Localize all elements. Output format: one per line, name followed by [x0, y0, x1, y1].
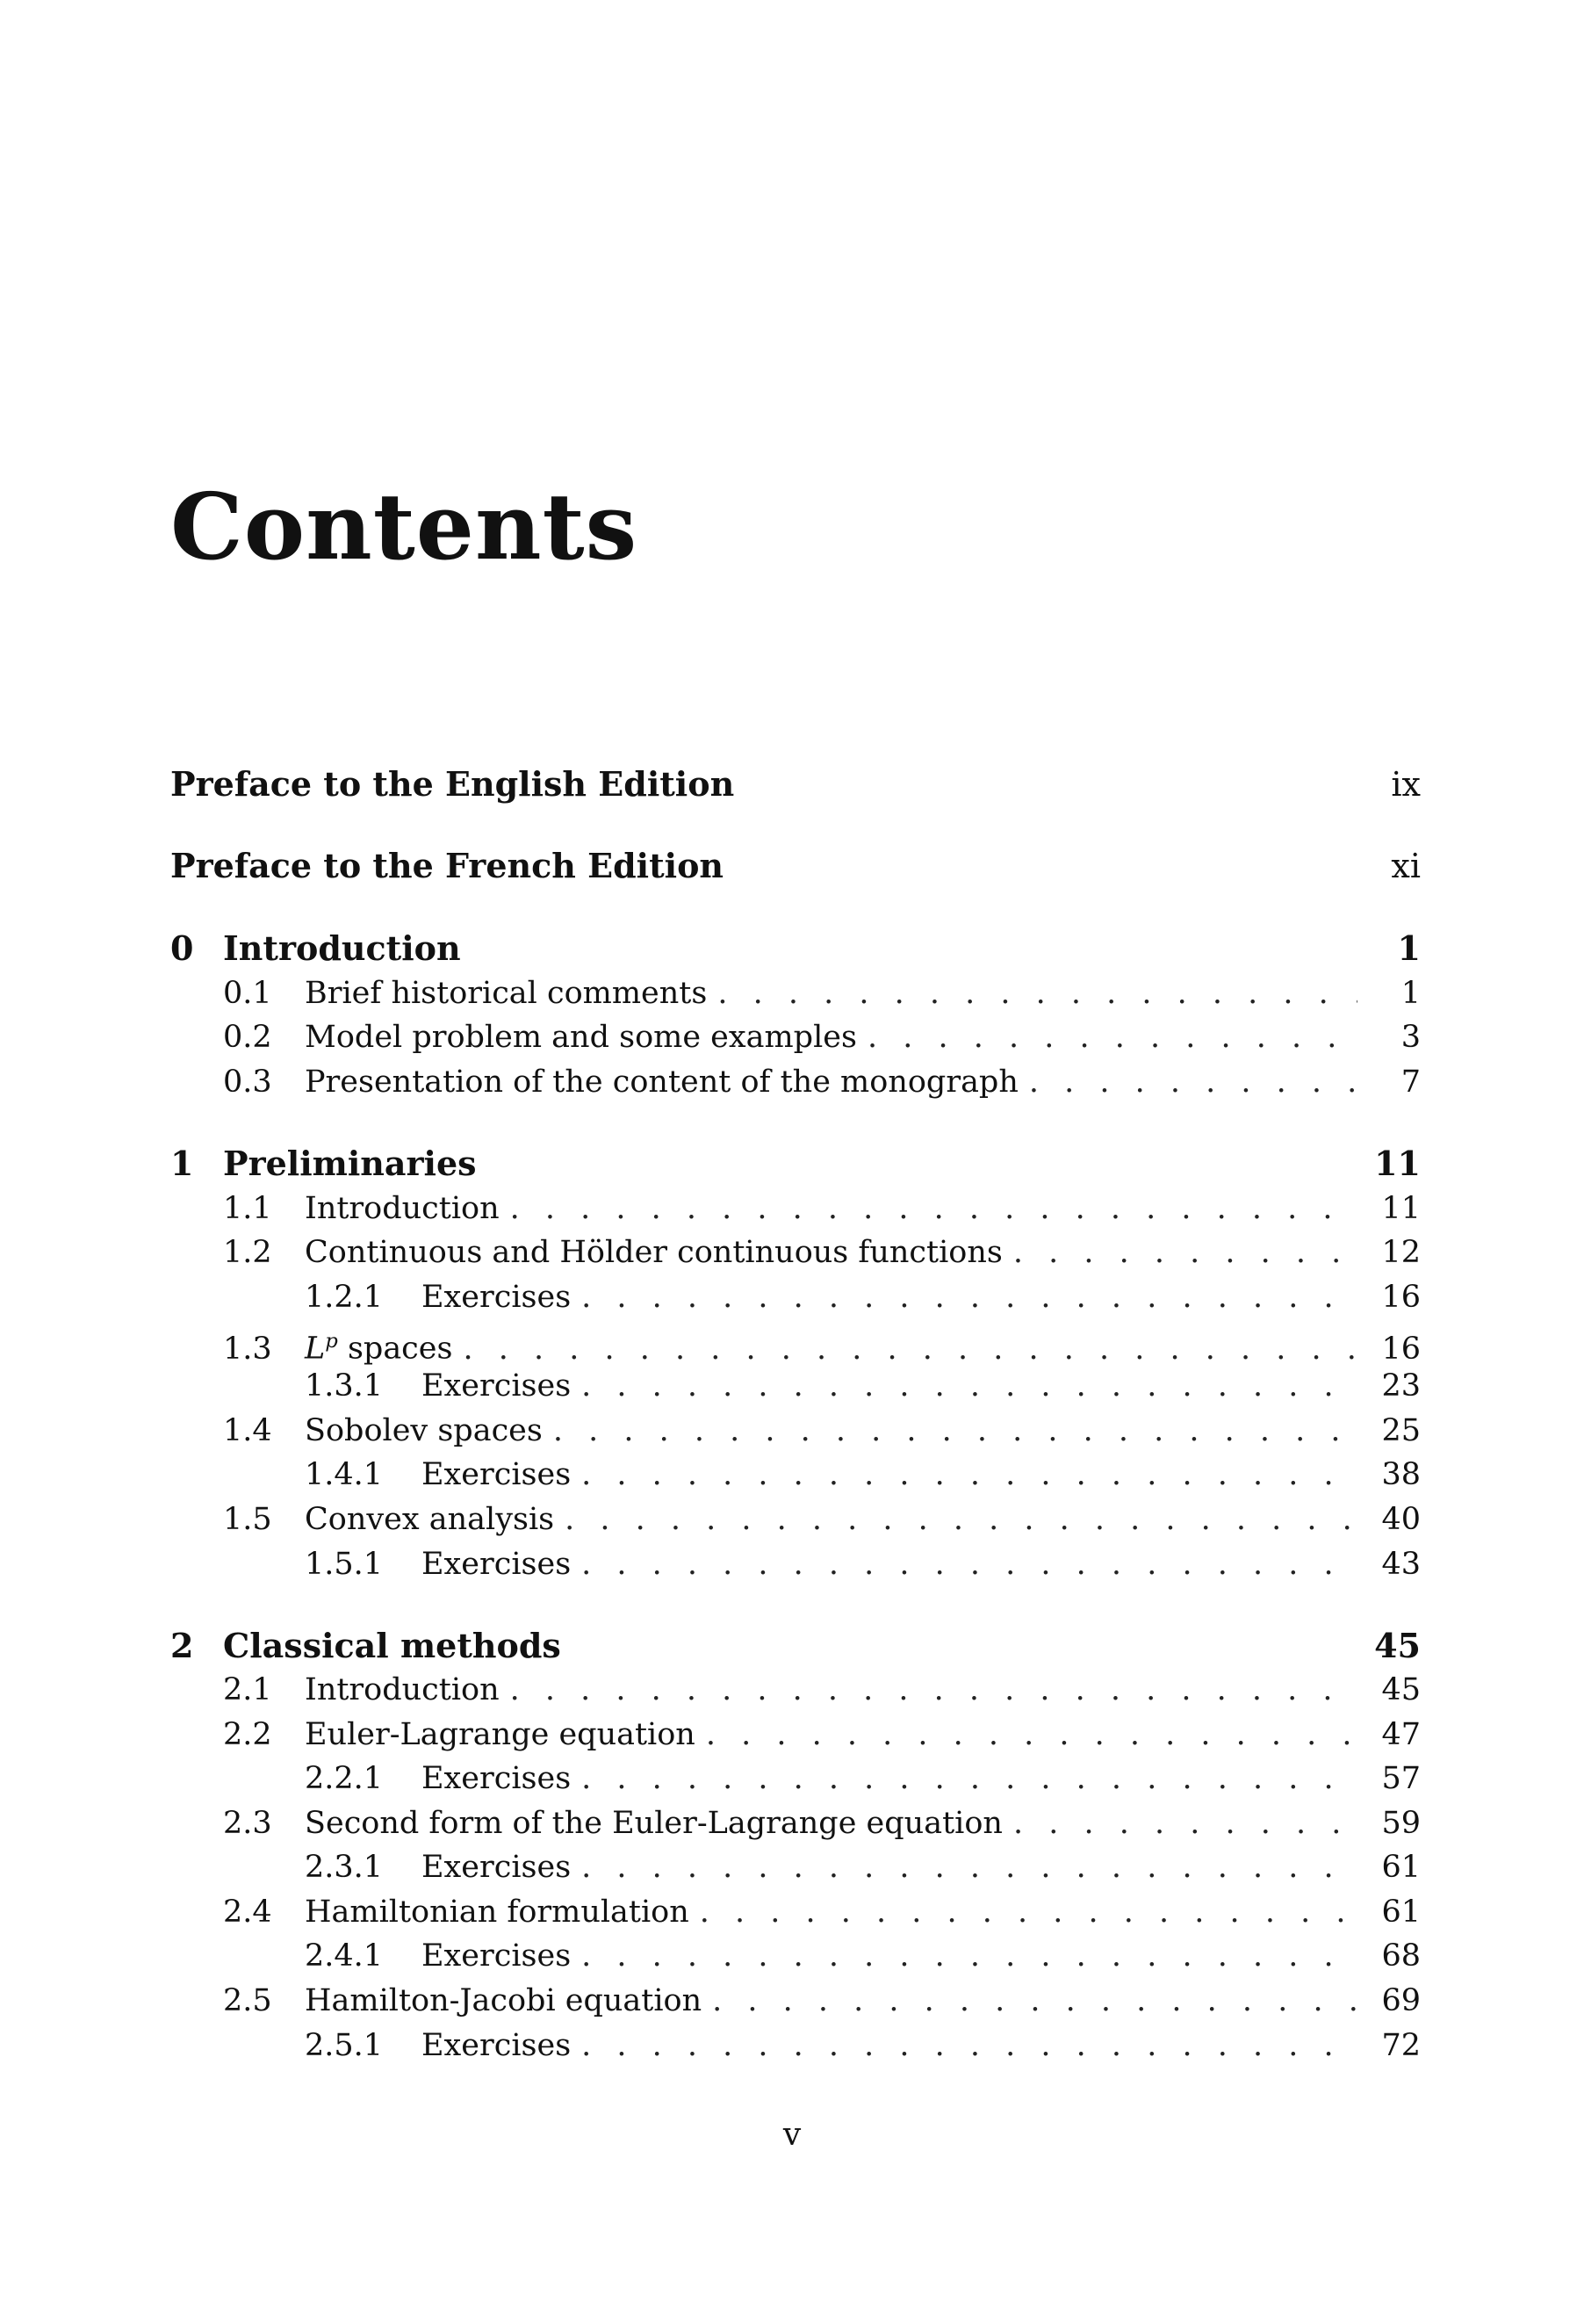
section-title: Model problem and some examples — [305, 1020, 857, 1055]
subsection-title: Exercises — [421, 1457, 572, 1492]
toc-page-number: 12 — [1381, 1235, 1421, 1270]
toc-section-2-4[interactable] — [170, 1890, 1421, 1934]
toc-page-number: 40 — [1381, 1502, 1421, 1537]
section-title: Introduction — [305, 1191, 500, 1226]
section-title: Brief historical comments — [305, 976, 708, 1011]
subsection-title: Exercises — [421, 1280, 572, 1315]
subsection-title: Exercises — [421, 1547, 572, 1582]
toc-section-0-1[interactable] — [170, 971, 1421, 1015]
math-L: L — [305, 1331, 326, 1367]
toc-subsection-2-3-1[interactable] — [170, 1845, 1421, 1889]
subsection-number: 1.5.1 — [305, 1547, 384, 1582]
subsection-number: 1.3.1 — [305, 1368, 384, 1404]
dot-leader — [581, 1453, 1357, 1497]
section-title: Hamilton-Jacobi equation — [305, 1983, 702, 2018]
toc-page-number: 43 — [1381, 1547, 1421, 1582]
toc-page-number: 16 — [1381, 1280, 1421, 1315]
toc-subsection-2-5-1[interactable] — [170, 2024, 1421, 2068]
chapter-number: 0 — [170, 928, 194, 968]
section-title: Presentation of the content of the monograph — [305, 1065, 1019, 1100]
dot-leader — [581, 1542, 1357, 1586]
toc-page-number: 57 — [1381, 1761, 1421, 1796]
chapter-title: Classical methods — [223, 1626, 561, 1665]
toc-page-number: 59 — [1381, 1806, 1421, 1841]
toc-section-0-2[interactable] — [170, 1015, 1421, 1059]
toc-section-1-3[interactable] — [170, 1319, 1421, 1367]
toc-entry-label: Preface to the French Edition — [170, 846, 724, 885]
section-title — [305, 1319, 463, 1371]
dot-leader — [1013, 1231, 1357, 1274]
dot-leader — [717, 971, 1357, 1015]
toc-section-1-1[interactable] — [170, 1187, 1421, 1231]
section-number: 2.1 — [223, 1672, 272, 1707]
section-title: Euler-Lagrange equation — [305, 1717, 695, 1752]
dot-leader — [510, 1668, 1357, 1712]
section-number: 0.2 — [223, 1020, 272, 1055]
section-number: 2.5 — [223, 1983, 272, 2018]
dot-leader — [581, 1275, 1357, 1319]
subsection-title: Exercises — [421, 2028, 572, 2063]
toc-page-number: 61 — [1381, 1895, 1421, 1930]
toc-page-number: 1 — [1397, 928, 1421, 968]
toc-page-number: xi — [1391, 847, 1421, 885]
section-number: 2.3 — [223, 1806, 272, 1841]
dot-leader — [1029, 1060, 1357, 1104]
page-folio: v — [782, 2117, 802, 2153]
section-title: Hamiltonian formulation — [305, 1895, 689, 1930]
toc-page-number: 1 — [1400, 976, 1421, 1011]
dot-leader — [581, 1934, 1357, 1978]
toc-subsection-1-2-1[interactable] — [170, 1275, 1421, 1319]
chapter-number: 1 — [170, 1144, 194, 1183]
section-number: 2.4 — [223, 1895, 272, 1930]
toc-page-number: 23 — [1381, 1368, 1421, 1404]
section-title: Continuous and Hölder continuous functions — [305, 1235, 1003, 1270]
toc-section-0-3[interactable] — [170, 1060, 1421, 1104]
toc-subsection-2-4-1[interactable] — [170, 1934, 1421, 1978]
toc-page-number: 69 — [1381, 1983, 1421, 2018]
toc-page-number: ix — [1391, 765, 1421, 804]
dot-leader — [565, 1498, 1357, 1541]
subsection-number: 2.5.1 — [305, 2028, 384, 2063]
table-of-contents — [170, 0, 1421, 2324]
toc-page-number: 68 — [1381, 1938, 1421, 1974]
section-title: Second form of the Euler-Lagrange equation — [305, 1806, 1003, 1841]
toc-page-number: 45 — [1374, 1626, 1421, 1665]
math-superscript-p: p — [325, 1330, 338, 1353]
subsection-number: 2.3.1 — [305, 1850, 384, 1885]
toc-entry-preface-french[interactable] — [170, 844, 1421, 888]
section-number: 1.2 — [223, 1235, 272, 1270]
subsection-title: Exercises — [421, 1368, 572, 1404]
toc-page-number: 38 — [1381, 1457, 1421, 1492]
toc-page-number: 25 — [1381, 1413, 1421, 1448]
dot-leader — [700, 1890, 1357, 1934]
dot-leader — [1013, 1801, 1357, 1845]
toc-subsection-1-3-1[interactable] — [170, 1364, 1421, 1408]
toc-section-2-5[interactable] — [170, 1979, 1421, 2023]
section-title: Sobolev spaces — [305, 1413, 543, 1448]
chapter-number: 2 — [170, 1626, 194, 1665]
dot-leader — [510, 1187, 1357, 1231]
toc-page-number: 61 — [1381, 1850, 1421, 1885]
toc-page-number: 7 — [1400, 1065, 1421, 1100]
toc-page-number: 16 — [1381, 1331, 1421, 1367]
subsection-number: 1.4.1 — [305, 1457, 384, 1492]
toc-page-number: 45 — [1381, 1672, 1421, 1707]
section-title-rest: spaces — [337, 1331, 453, 1367]
subsection-title: Exercises — [421, 1938, 572, 1974]
toc-section-2-3[interactable] — [170, 1801, 1421, 1845]
dot-leader — [553, 1409, 1357, 1453]
section-title: Convex analysis — [305, 1502, 555, 1537]
toc-section-1-5[interactable] — [170, 1498, 1421, 1541]
section-number: 0.1 — [223, 976, 272, 1011]
toc-section-1-4[interactable] — [170, 1409, 1421, 1453]
section-number: 1.4 — [223, 1413, 272, 1448]
toc-page-number: 72 — [1381, 2028, 1421, 2063]
subsection-number: 2.2.1 — [305, 1761, 384, 1796]
dot-leader — [706, 1713, 1357, 1757]
toc-section-2-1[interactable] — [170, 1668, 1421, 1712]
dot-leader — [581, 1364, 1357, 1408]
toc-page-number: 11 — [1374, 1144, 1421, 1183]
toc-subsection-1-4-1[interactable] — [170, 1453, 1421, 1497]
section-number: 1.5 — [223, 1502, 272, 1537]
dot-leader — [581, 2024, 1357, 2068]
section-title: Introduction — [305, 1672, 500, 1707]
toc-entry-preface-english[interactable] — [170, 762, 1421, 806]
toc-subsection-2-2-1[interactable] — [170, 1757, 1421, 1801]
chapter-title: Preliminaries — [223, 1144, 477, 1183]
toc-chapter-0[interactable] — [170, 927, 1421, 971]
chapter-title: Introduction — [223, 928, 461, 968]
toc-section-1-2[interactable] — [170, 1231, 1421, 1274]
toc-page-number: 47 — [1381, 1717, 1421, 1752]
toc-chapter-2[interactable] — [170, 1624, 1421, 1668]
toc-section-2-2[interactable] — [170, 1713, 1421, 1757]
section-number: 1.3 — [223, 1331, 272, 1367]
section-number: 2.2 — [223, 1717, 272, 1752]
dot-leader — [868, 1015, 1357, 1059]
toc-subsection-1-5-1[interactable] — [170, 1542, 1421, 1586]
section-number: 0.3 — [223, 1065, 272, 1100]
section-number: 1.1 — [223, 1191, 272, 1226]
subsection-title: Exercises — [421, 1761, 572, 1796]
dot-leader — [712, 1979, 1357, 2023]
page-title: Contents — [170, 473, 638, 581]
toc-chapter-1[interactable] — [170, 1142, 1421, 1186]
dot-leader — [581, 1757, 1357, 1801]
toc-entry-label: Preface to the English Edition — [170, 764, 735, 804]
subsection-number: 2.4.1 — [305, 1938, 384, 1974]
subsection-title: Exercises — [421, 1850, 572, 1885]
toc-page-number: 11 — [1381, 1191, 1421, 1226]
dot-leader — [581, 1845, 1357, 1889]
subsection-number: 1.2.1 — [305, 1280, 384, 1315]
toc-page-number: 3 — [1400, 1020, 1421, 1055]
